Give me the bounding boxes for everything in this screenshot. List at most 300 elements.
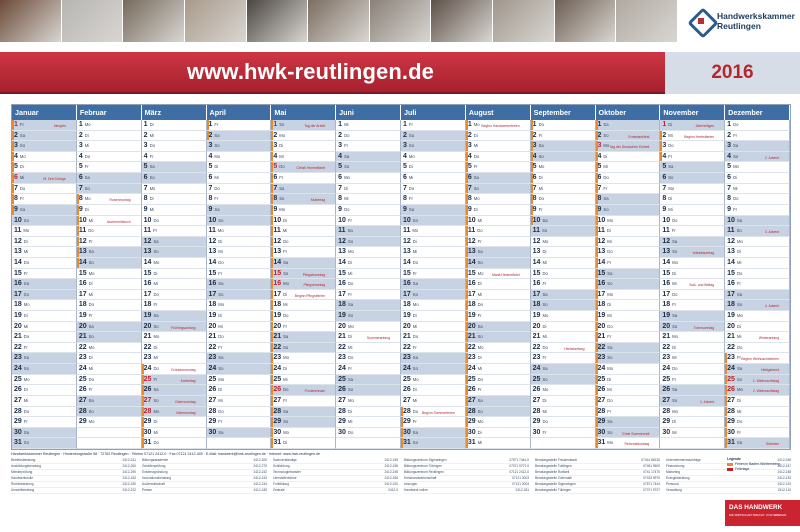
day-cell[interactable] (207, 417, 272, 428)
day-cell[interactable] (531, 216, 596, 227)
day-cell[interactable] (725, 322, 790, 333)
day-cell[interactable] (466, 173, 531, 184)
day-cell[interactable] (401, 247, 466, 258)
day-cell[interactable] (596, 173, 661, 184)
day-cell[interactable] (466, 141, 531, 152)
day-cell[interactable] (660, 353, 725, 364)
day-cell[interactable] (12, 428, 77, 439)
day-cell[interactable] (336, 343, 401, 354)
day-cell[interactable] (77, 332, 142, 343)
day-cell[interactable] (531, 428, 596, 439)
day-cell[interactable] (466, 332, 531, 343)
day-cell[interactable] (142, 438, 207, 449)
day-cell[interactable] (531, 396, 596, 407)
day-cell[interactable] (660, 417, 725, 428)
day-cell[interactable] (660, 205, 725, 216)
day-cell[interactable] (142, 141, 207, 152)
day-cell[interactable] (466, 194, 531, 205)
day-cell[interactable] (271, 216, 336, 227)
day-cell[interactable] (596, 152, 661, 163)
day-cell[interactable] (12, 300, 77, 311)
day-cell[interactable] (660, 396, 725, 407)
day-cell[interactable] (401, 343, 466, 354)
day-cell[interactable] (12, 216, 77, 227)
day-cell[interactable] (660, 407, 725, 418)
day-cell[interactable] (725, 205, 790, 216)
day-cell[interactable] (531, 141, 596, 152)
day-cell[interactable] (466, 131, 531, 142)
day-cell[interactable] (596, 417, 661, 428)
day-cell[interactable] (466, 216, 531, 227)
day-cell[interactable] (271, 311, 336, 322)
day-cell[interactable] (12, 353, 77, 364)
day-cell[interactable] (660, 152, 725, 163)
day-cell[interactable] (77, 353, 142, 364)
day-cell[interactable] (142, 300, 207, 311)
day-cell[interactable] (466, 247, 531, 258)
day-cell[interactable] (142, 269, 207, 280)
day-cell[interactable] (77, 205, 142, 216)
day-cell[interactable] (531, 162, 596, 173)
day-cell[interactable] (466, 375, 531, 386)
day-cell[interactable] (531, 375, 596, 386)
day-cell[interactable] (77, 152, 142, 163)
day-cell[interactable] (660, 162, 725, 173)
day-cell[interactable] (271, 279, 336, 290)
day-cell[interactable] (725, 311, 790, 322)
day-cell[interactable] (725, 141, 790, 152)
day-cell[interactable] (531, 258, 596, 269)
day-cell[interactable] (142, 258, 207, 269)
day-cell[interactable] (336, 290, 401, 301)
day-cell[interactable] (142, 353, 207, 364)
day-cell[interactable] (207, 152, 272, 163)
day-cell[interactable] (401, 173, 466, 184)
day-cell[interactable] (77, 184, 142, 195)
day-cell[interactable] (466, 407, 531, 418)
day-cell[interactable] (596, 131, 661, 142)
day-cell[interactable] (207, 343, 272, 354)
day-cell[interactable] (596, 428, 661, 439)
day-cell[interactable] (77, 279, 142, 290)
day-cell[interactable] (336, 396, 401, 407)
day-cell[interactable] (531, 152, 596, 163)
day-cell[interactable] (207, 332, 272, 343)
day-cell[interactable] (271, 226, 336, 237)
day-cell[interactable] (466, 258, 531, 269)
day-cell[interactable] (660, 194, 725, 205)
day-cell[interactable] (466, 417, 531, 428)
day-cell[interactable] (12, 162, 77, 173)
day-cell[interactable] (77, 141, 142, 152)
day-cell[interactable] (336, 279, 401, 290)
day-cell[interactable] (207, 216, 272, 227)
day-cell[interactable] (271, 428, 336, 439)
day-cell[interactable] (336, 141, 401, 152)
day-cell[interactable] (401, 290, 466, 301)
day-cell[interactable] (596, 205, 661, 216)
day-cell[interactable] (725, 184, 790, 195)
day-cell[interactable] (531, 205, 596, 216)
day-cell[interactable] (466, 226, 531, 237)
day-cell[interactable] (271, 353, 336, 364)
day-cell[interactable] (466, 300, 531, 311)
day-cell[interactable] (336, 237, 401, 248)
day-cell[interactable] (142, 385, 207, 396)
day-cell[interactable] (142, 237, 207, 248)
hwk-logo[interactable] (680, 0, 800, 42)
day-cell[interactable] (725, 417, 790, 428)
day-cell[interactable] (271, 407, 336, 418)
day-cell[interactable] (531, 407, 596, 418)
day-cell[interactable] (142, 428, 207, 439)
day-cell[interactable] (401, 184, 466, 195)
day-cell[interactable] (725, 258, 790, 269)
day-cell[interactable] (12, 205, 77, 216)
day-cell[interactable] (531, 247, 596, 258)
day-cell[interactable] (207, 194, 272, 205)
day-cell[interactable] (142, 205, 207, 216)
day-cell[interactable] (596, 343, 661, 354)
day-cell[interactable] (12, 247, 77, 258)
day-cell[interactable] (401, 438, 466, 449)
day-cell[interactable] (207, 226, 272, 237)
day-cell[interactable] (725, 131, 790, 142)
day-cell[interactable] (77, 237, 142, 248)
day-cell[interactable] (336, 428, 401, 439)
day-cell[interactable] (401, 269, 466, 280)
day-cell[interactable] (12, 279, 77, 290)
day-cell[interactable] (596, 407, 661, 418)
day-cell[interactable] (596, 279, 661, 290)
day-cell[interactable] (271, 343, 336, 354)
day-cell[interactable] (271, 194, 336, 205)
day-cell[interactable] (271, 332, 336, 343)
day-cell[interactable] (725, 152, 790, 163)
day-cell[interactable] (77, 396, 142, 407)
day-cell[interactable] (207, 162, 272, 173)
day-cell[interactable] (725, 300, 790, 311)
day-cell[interactable] (207, 396, 272, 407)
day-cell[interactable] (336, 120, 401, 131)
day-cell[interactable] (596, 396, 661, 407)
day-cell[interactable] (142, 194, 207, 205)
day-cell[interactable] (725, 120, 790, 131)
day-cell[interactable] (12, 311, 77, 322)
day-cell[interactable] (77, 322, 142, 333)
day-cell[interactable] (531, 353, 596, 364)
day-cell[interactable] (466, 279, 531, 290)
day-cell[interactable] (271, 385, 336, 396)
day-cell[interactable] (466, 428, 531, 439)
day-cell[interactable] (271, 258, 336, 269)
day-cell[interactable] (77, 194, 142, 205)
day-cell[interactable] (660, 184, 725, 195)
day-cell[interactable] (207, 375, 272, 386)
day-cell[interactable] (466, 290, 531, 301)
day-cell[interactable] (660, 385, 725, 396)
day-cell[interactable] (207, 311, 272, 322)
day-cell[interactable] (531, 173, 596, 184)
day-cell[interactable] (142, 120, 207, 131)
day-cell[interactable] (596, 194, 661, 205)
day-cell[interactable] (401, 353, 466, 364)
day-cell[interactable] (271, 120, 336, 131)
day-cell[interactable] (531, 290, 596, 301)
day-cell[interactable] (271, 290, 336, 301)
day-cell[interactable] (401, 237, 466, 248)
day-cell[interactable] (466, 205, 531, 216)
day-cell[interactable] (142, 247, 207, 258)
day-cell[interactable] (207, 141, 272, 152)
day-cell[interactable] (207, 279, 272, 290)
day-cell[interactable] (596, 311, 661, 322)
day-cell[interactable] (77, 173, 142, 184)
day-cell[interactable] (725, 375, 790, 386)
day-cell[interactable] (466, 438, 531, 449)
day-cell[interactable] (271, 322, 336, 333)
day-cell[interactable] (660, 311, 725, 322)
day-cell[interactable] (401, 152, 466, 163)
day-cell[interactable] (531, 237, 596, 248)
day-cell[interactable] (466, 322, 531, 333)
day-cell[interactable] (466, 184, 531, 195)
day-cell[interactable] (271, 438, 336, 449)
day-cell[interactable] (142, 311, 207, 322)
day-cell[interactable] (596, 141, 661, 152)
day-cell[interactable] (725, 396, 790, 407)
day-cell[interactable] (531, 385, 596, 396)
day-cell[interactable] (12, 131, 77, 142)
day-cell[interactable] (596, 332, 661, 343)
day-cell[interactable] (142, 173, 207, 184)
day-cell[interactable] (142, 343, 207, 354)
day-cell[interactable] (401, 407, 466, 418)
day-cell[interactable] (12, 343, 77, 354)
day-cell[interactable] (660, 279, 725, 290)
day-cell[interactable] (12, 226, 77, 237)
day-cell[interactable] (401, 300, 466, 311)
day-cell[interactable] (336, 152, 401, 163)
day-cell[interactable] (466, 311, 531, 322)
day-cell[interactable] (336, 364, 401, 375)
website-url[interactable]: www.hwk-reutlingen.de (187, 59, 434, 84)
day-cell[interactable] (336, 332, 401, 343)
day-cell[interactable] (336, 226, 401, 237)
day-cell[interactable] (12, 152, 77, 163)
day-cell[interactable] (336, 417, 401, 428)
day-cell[interactable] (271, 364, 336, 375)
day-cell[interactable] (142, 279, 207, 290)
day-cell[interactable] (271, 396, 336, 407)
day-cell[interactable] (142, 332, 207, 343)
day-cell[interactable] (596, 120, 661, 131)
day-cell[interactable] (12, 385, 77, 396)
day-cell[interactable] (725, 428, 790, 439)
day-cell[interactable] (725, 385, 790, 396)
day-cell[interactable] (725, 162, 790, 173)
day-cell[interactable] (596, 438, 661, 449)
day-cell[interactable] (271, 237, 336, 248)
day-cell[interactable] (77, 226, 142, 237)
day-cell[interactable] (12, 290, 77, 301)
day-cell[interactable] (77, 290, 142, 301)
day-cell[interactable] (401, 322, 466, 333)
day-cell[interactable] (401, 364, 466, 375)
day-cell[interactable] (77, 162, 142, 173)
day-cell[interactable] (12, 141, 77, 152)
day-cell[interactable] (401, 385, 466, 396)
day-cell[interactable] (207, 120, 272, 131)
day-cell[interactable] (660, 364, 725, 375)
day-cell[interactable] (466, 162, 531, 173)
day-cell[interactable] (142, 226, 207, 237)
day-cell[interactable] (12, 364, 77, 375)
day-cell[interactable] (531, 343, 596, 354)
day-cell[interactable] (660, 269, 725, 280)
day-cell[interactable] (142, 184, 207, 195)
day-cell[interactable] (12, 120, 77, 131)
day-cell[interactable] (660, 131, 725, 142)
day-cell[interactable] (271, 269, 336, 280)
day-cell[interactable] (207, 385, 272, 396)
day-cell[interactable] (12, 322, 77, 333)
day-cell[interactable] (466, 120, 531, 131)
day-cell[interactable] (725, 226, 790, 237)
day-cell[interactable] (466, 364, 531, 375)
day-cell[interactable] (596, 269, 661, 280)
day-cell[interactable] (207, 247, 272, 258)
day-cell[interactable] (660, 120, 725, 131)
day-cell[interactable] (660, 247, 725, 258)
day-cell[interactable] (12, 438, 77, 449)
day-cell[interactable] (12, 396, 77, 407)
day-cell[interactable] (401, 417, 466, 428)
day-cell[interactable] (207, 300, 272, 311)
day-cell[interactable] (596, 385, 661, 396)
day-cell[interactable] (336, 258, 401, 269)
day-cell[interactable] (725, 237, 790, 248)
day-cell[interactable] (660, 300, 725, 311)
day-cell[interactable] (12, 375, 77, 386)
day-cell[interactable] (207, 407, 272, 418)
day-cell[interactable] (12, 417, 77, 428)
day-cell[interactable] (336, 247, 401, 258)
day-cell[interactable] (12, 194, 77, 205)
day-cell[interactable] (401, 141, 466, 152)
day-cell[interactable] (531, 269, 596, 280)
day-cell[interactable] (660, 290, 725, 301)
day-cell[interactable] (531, 300, 596, 311)
day-cell[interactable] (77, 258, 142, 269)
day-cell[interactable] (336, 205, 401, 216)
day-cell[interactable] (271, 300, 336, 311)
day-cell[interactable] (207, 428, 272, 439)
day-cell[interactable] (401, 311, 466, 322)
day-cell[interactable] (466, 353, 531, 364)
day-cell[interactable] (725, 332, 790, 343)
day-cell[interactable] (271, 152, 336, 163)
day-cell[interactable] (401, 120, 466, 131)
day-cell[interactable] (77, 343, 142, 354)
day-cell[interactable] (142, 131, 207, 142)
day-cell[interactable] (531, 322, 596, 333)
day-cell[interactable] (660, 428, 725, 439)
day-cell[interactable] (12, 332, 77, 343)
day-cell[interactable] (660, 343, 725, 354)
day-cell[interactable] (531, 120, 596, 131)
day-cell[interactable] (336, 407, 401, 418)
day-cell[interactable] (77, 375, 142, 386)
day-cell[interactable] (466, 396, 531, 407)
day-cell[interactable] (466, 237, 531, 248)
day-cell[interactable] (336, 353, 401, 364)
day-cell[interactable] (336, 322, 401, 333)
day-cell[interactable] (271, 162, 336, 173)
day-cell[interactable] (660, 332, 725, 343)
day-cell[interactable] (12, 173, 77, 184)
day-cell[interactable] (725, 269, 790, 280)
day-cell[interactable] (271, 141, 336, 152)
day-cell[interactable] (77, 131, 142, 142)
day-cell[interactable] (725, 247, 790, 258)
day-cell[interactable] (531, 194, 596, 205)
day-cell[interactable] (336, 194, 401, 205)
day-cell[interactable] (336, 300, 401, 311)
day-cell[interactable] (77, 311, 142, 322)
day-cell[interactable] (596, 162, 661, 173)
day-cell[interactable] (660, 375, 725, 386)
day-cell[interactable] (531, 279, 596, 290)
day-cell[interactable] (596, 184, 661, 195)
day-cell[interactable] (207, 184, 272, 195)
day-cell[interactable] (401, 216, 466, 227)
day-cell[interactable] (401, 131, 466, 142)
day-cell[interactable] (725, 364, 790, 375)
day-cell[interactable] (660, 258, 725, 269)
day-cell[interactable] (142, 216, 207, 227)
day-cell[interactable] (207, 131, 272, 142)
day-cell[interactable] (596, 258, 661, 269)
day-cell[interactable] (336, 162, 401, 173)
day-cell[interactable] (466, 385, 531, 396)
day-cell[interactable] (12, 184, 77, 195)
day-cell[interactable] (725, 353, 790, 364)
day-cell[interactable] (207, 173, 272, 184)
day-cell[interactable] (725, 216, 790, 227)
day-cell[interactable] (466, 152, 531, 163)
day-cell[interactable] (531, 364, 596, 375)
day-cell[interactable] (207, 353, 272, 364)
day-cell[interactable] (531, 131, 596, 142)
day-cell[interactable] (725, 438, 790, 449)
day-cell[interactable] (207, 269, 272, 280)
day-cell[interactable] (77, 407, 142, 418)
day-cell[interactable] (660, 322, 725, 333)
day-cell[interactable] (531, 417, 596, 428)
day-cell[interactable] (401, 162, 466, 173)
day-cell[interactable] (401, 396, 466, 407)
day-cell[interactable] (207, 205, 272, 216)
day-cell[interactable] (596, 290, 661, 301)
day-cell[interactable] (12, 407, 77, 418)
day-cell[interactable] (271, 417, 336, 428)
day-cell[interactable] (207, 237, 272, 248)
day-cell[interactable] (336, 131, 401, 142)
day-cell[interactable] (142, 407, 207, 418)
day-cell[interactable] (725, 173, 790, 184)
day-cell[interactable] (336, 375, 401, 386)
